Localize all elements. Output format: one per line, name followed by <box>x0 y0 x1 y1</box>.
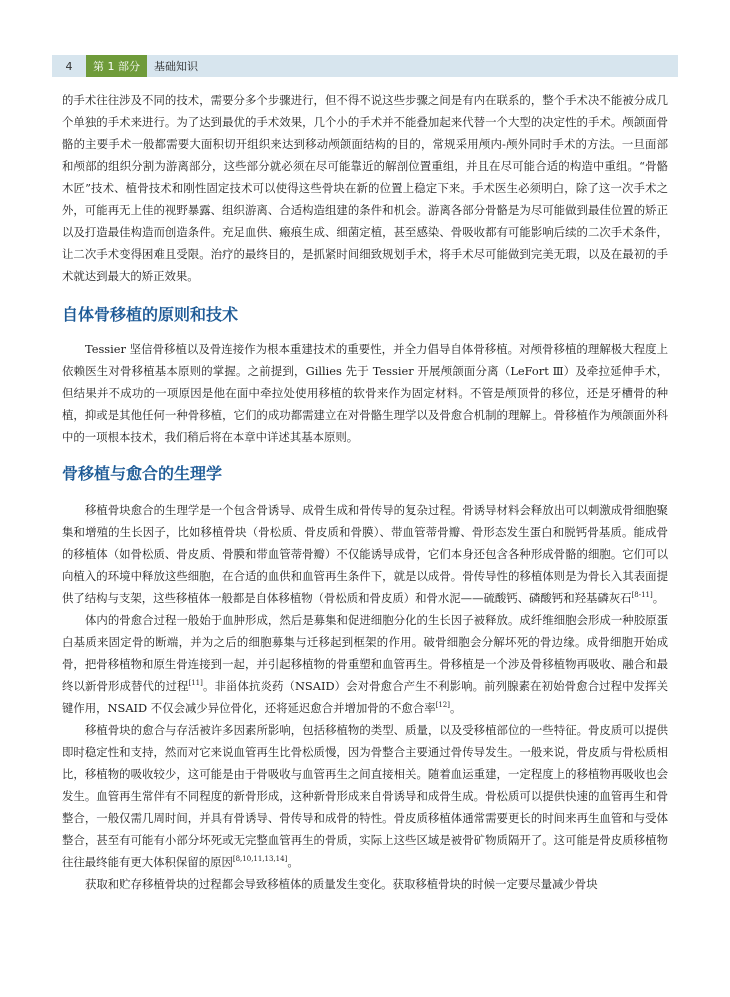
citation: [8-11] <box>631 591 653 600</box>
section-heading-bone-graft-physiology: 骨移植与愈合的生理学 <box>62 464 223 483</box>
running-header <box>52 55 678 77</box>
section2-paragraph-2 <box>62 609 668 719</box>
paragraph-text: 。非甾体抗炎药（NSAID）会对骨愈合产生不利影响。前列腺素在初始骨愈合过程中发挥关键作用，NSAID 不仅会减少异位骨化，还将延迟愈合并增加骨的不愈合率 <box>62 679 668 715</box>
page-number: 4 <box>65 59 73 73</box>
intro-paragraph: 的手术往往涉及不同的技术，需要分多个步骤进行，但不得不说这些步骤之间是有内在联系的，整个手术决不能被分成几个单独的手术来进行。为了达到最优的手术效果，几个小的手术并不能叠加起来代替一个大型的决定性的手术。颅颌面骨骼的主要手术一般都需要大面积切开组织来达到移动颅颌面结构的目的，常规采用颅内-颅外同时手术的方法。一旦面部和颅部的组织分割为游离部分，这些部分就必须在尽可能靠近的解剖位置重组，并且在尽可能合适的构造中重组。“骨骼木匠”技术、植骨技术和刚性固定技术可以使得这些骨块在新的位置上稳定下来。手术医生必须明白，除了这一次手术之外，可能再无上佳的视野暴露、组织游离、合适构造组建的条件和机会。游离各部分骨骼是为尽可能做到最佳位置的矫正以及打造最佳构造而创造条件。充足血供、瘢痕生成、细菌定植，甚至感染、骨吸收都有可能影响后续的二次手术条件，让二次手术变得困难且受限。治疗的最终目的，是抓紧时间细致规划手术，将手术尽可能做到完美无瑕，以及在最初的手术就达到最大的矫正效果。 <box>62 93 668 283</box>
part-title: 基础知识 <box>154 60 198 73</box>
paragraph-text: 体内的骨愈合过程一般始于血肿形成，然后是募集和促进细胞分化的生长因子被释放。成纤维细胞会形成一种胶原蛋白基质来固定骨的断端，并为之后的细胞募集与迁移起到框架的作用。破骨细胞会分解坏死的骨边缘。成骨细胞开始成骨，把骨移植物和原生骨连接到一起，并引起移植物的骨重塑和血管再生。骨移植是一个涉及骨移植物再吸收、融合和最终以新骨形成替代的过程 <box>62 613 668 693</box>
citation: [12] <box>435 701 450 710</box>
paragraph-text: 。 <box>287 855 299 869</box>
paragraph-text: 。 <box>449 701 462 715</box>
citation: [8,10,11,13,14] <box>232 855 288 864</box>
paragraph-text: 移植骨块的愈合与存活被许多因素所影响，包括移植物的类型、质量，以及受移植部位的一些特征。骨皮质可以提供即时稳定性和支持，然而对它来说血管再生比骨松质慢，因为骨整合主要通过骨传导发生。一般来说，骨皮质与骨松质相比，移植物的吸收较少，这可能是由于骨吸收与血管再生之间直接相关。随着血运重建，一定程度上的移植物再吸收也会发生。血管再生常伴有不同程度的新骨形成，这种新骨形成来自骨诱导和成骨生成。骨松质可以提供快速的血管再生和骨整合，一般仅需几周时间，并具有骨诱导、骨传导和成骨的特性。骨皮质移植体通常需要更长的时间来再生血管和与受体整合，甚至有可能有小部分坏死或无完整血管再生的骨质，实际上这些区域是被骨矿物质隔开了。这可能是骨皮质移植物往往最终能有更大体积保留的原因 <box>62 723 668 869</box>
paragraph-text: 。 <box>652 591 665 605</box>
paragraph-text: 移植骨块愈合的生理学是一个包含骨诱导、成骨生成和骨传导的复杂过程。骨诱导材料会释放出可以刺激成骨细胞聚集和增殖的生长因子，比如移植骨块（骨松质、骨皮质和骨膜）、带血管蒂骨瓣、骨形态发生蛋白和脱钙骨基质。能成骨的移植体（如骨松质、骨皮质、骨膜和带血管蒂骨瓣）不仅能诱导成骨，它们本身还包含各种形成骨骼的细胞。它们可以向植入的环境中释放这些细胞，在合适的血供和血管再生条件下，就是以成骨。骨传导性的移植体则是为骨长入其表面提供了结构与支架，这些移植体一般都是自体移植物（骨松质和骨皮质）和骨水泥——硫酸钙、磷酸钙和羟基磷灰石 <box>62 503 668 605</box>
citation: [11] <box>188 679 203 688</box>
section-heading-autologous-bone-graft: 自体骨移植的原则和技术 <box>62 305 239 324</box>
page-body <box>62 89 668 895</box>
section2-paragraph-3 <box>62 719 668 873</box>
part-label-badge: 第 1 部分 <box>86 55 147 77</box>
section2-paragraph-1 <box>62 499 668 609</box>
section2-paragraph-4: 获取和贮存移植骨块的过程都会导致移植体的质量发生变化。获取移植骨块的时候一定要尽量减少骨块 <box>85 877 598 891</box>
section1-paragraph: Tessier 坚信骨移植以及骨连接作为根本重建技术的重要性，并全力倡导自体骨移植。对颅骨移植的理解极大程度上依赖医生对骨移植基本原则的掌握。之前提到，Gillies 先于 Tessier 开展颅颌面分离（LeFort Ⅲ）及牵拉延伸手术，但结果并不成功的一项原因是他在面中牵拉处使用移植的软骨来作为固定材料。不管是颅顶骨的移位，还是牙槽骨的种植，抑或是其他任何一种骨移植，它们的成功都需建立在对骨骼生理学以及骨愈合机制的理解上。骨移植作为颅颌面外科中的一项根本技术，我们稍后将在本章中详述其基本原则。 <box>62 342 668 444</box>
